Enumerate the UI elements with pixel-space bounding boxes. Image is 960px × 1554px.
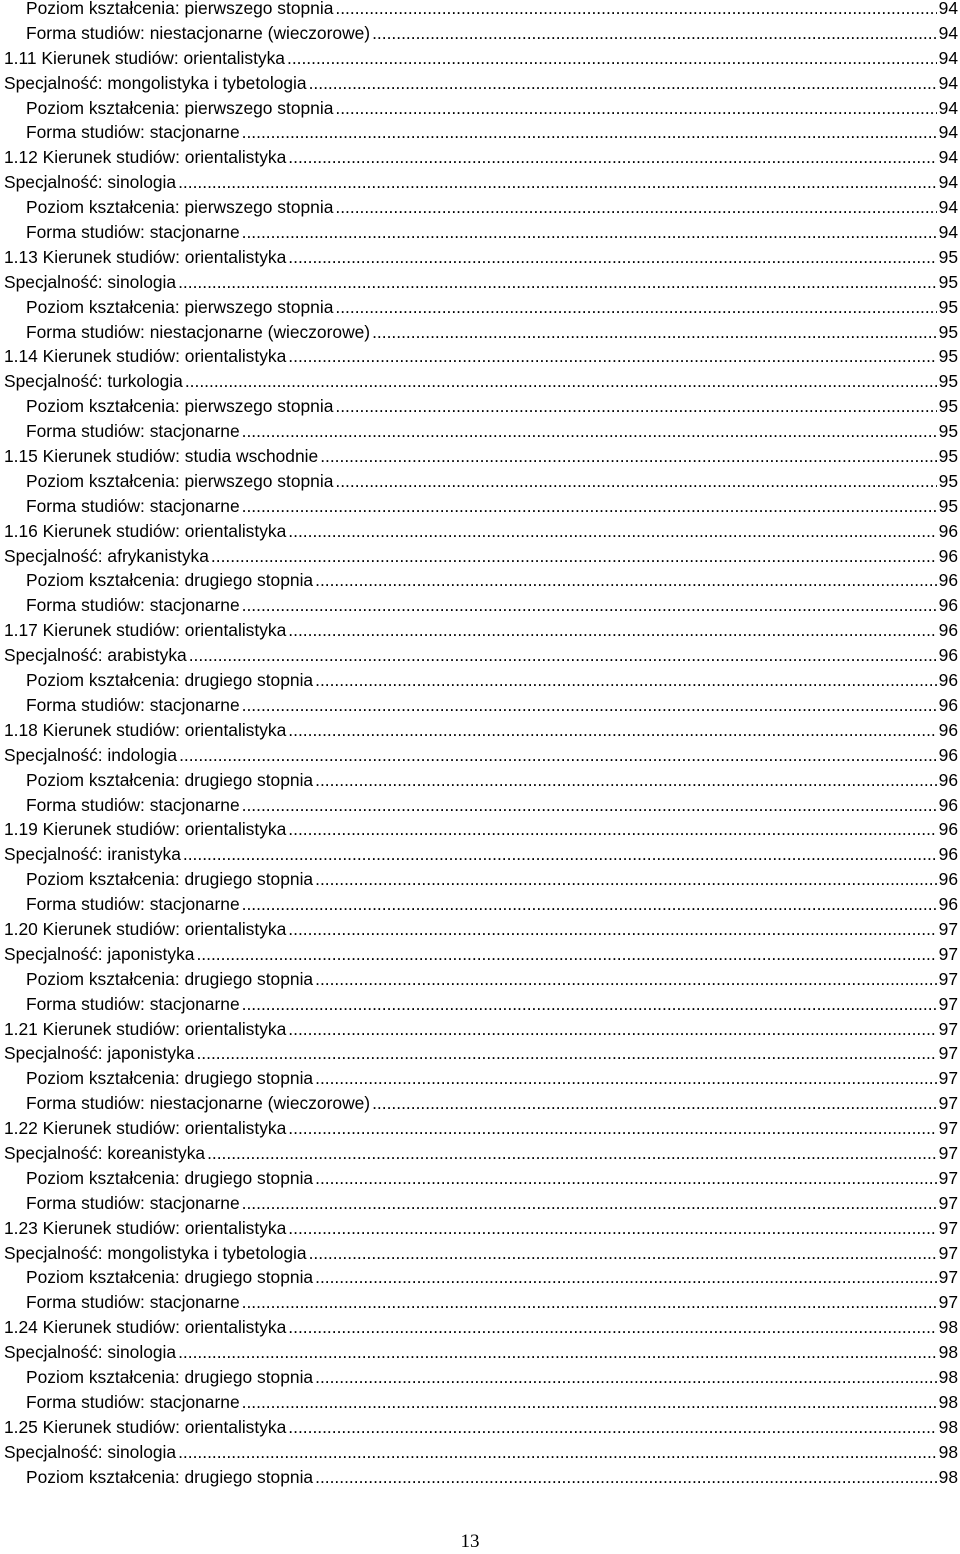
toc-dot-leader xyxy=(335,0,936,21)
toc-entry-page: 97 xyxy=(938,1093,958,1114)
toc-dot-leader xyxy=(315,967,937,992)
toc-entry-page: 97 xyxy=(938,1018,958,1039)
toc-entry[interactable] xyxy=(4,1166,958,1191)
toc-entry-page: 96 xyxy=(938,620,958,641)
toc-entry-label: Forma studiów: niestacjonarne (wieczorowe) xyxy=(26,1093,371,1114)
toc-entry[interactable] xyxy=(4,145,958,170)
toc-dot-leader xyxy=(315,1066,937,1091)
toc-entry-label: Specjalność: mongolistyka i tybetologia xyxy=(4,1242,307,1263)
toc-entry-page: 94 xyxy=(938,172,958,193)
toc-entry-page: 94 xyxy=(938,147,958,168)
toc-dot-leader xyxy=(288,917,936,942)
toc-entry-label: Poziom kształcenia: drugiego stopnia xyxy=(26,570,314,591)
toc-entry-page: 95 xyxy=(938,396,958,417)
toc-entry-page: 96 xyxy=(938,819,958,840)
toc-entry-page: 95 xyxy=(938,246,958,267)
toc-entry[interactable] xyxy=(4,1290,958,1315)
toc-dot-leader xyxy=(335,394,936,419)
toc-entry[interactable] xyxy=(4,1241,958,1266)
toc-dot-leader xyxy=(288,1315,936,1340)
toc-dot-leader xyxy=(315,568,937,593)
toc-dot-leader xyxy=(242,1290,937,1315)
toc-dot-leader xyxy=(242,120,937,145)
toc-entry-label: Forma studiów: stacjonarne xyxy=(26,421,240,442)
toc-entry-label: Specjalność: indologia xyxy=(4,744,178,765)
toc-entry-page: 98 xyxy=(938,1441,958,1462)
toc-entry-page: 95 xyxy=(938,495,958,516)
toc-entry-label: Specjalność: japonistyka xyxy=(4,943,195,964)
toc-dot-leader xyxy=(242,593,937,618)
toc-entry[interactable] xyxy=(4,942,958,967)
toc-entry-label: Specjalność: japonistyka xyxy=(4,1043,195,1064)
toc-entry[interactable] xyxy=(4,120,958,145)
toc-entry-label: Specjalność: afrykanistyka xyxy=(4,545,209,566)
toc-entry-label: Poziom kształcenia: drugiego stopnia xyxy=(26,1366,314,1387)
toc-entry[interactable] xyxy=(4,718,958,743)
toc-entry[interactable] xyxy=(4,992,958,1017)
toc-entry[interactable] xyxy=(4,519,958,544)
toc-entry-label: Forma studiów: stacjonarne xyxy=(26,1391,240,1412)
toc-entry-page: 95 xyxy=(938,446,958,467)
toc-entry-label: 1.21 Kierunek studiów: orientalistyka xyxy=(4,1018,287,1039)
toc-dot-leader xyxy=(315,867,937,892)
toc-entry-label: Specjalność: koreanistyka xyxy=(4,1142,206,1163)
toc-dot-leader xyxy=(242,419,937,444)
toc-entry-page: 97 xyxy=(938,1192,958,1213)
toc-entry-label: Poziom kształcenia: pierwszego stopnia xyxy=(26,396,334,417)
toc-entry-page: 95 xyxy=(938,321,958,342)
toc-entry-page: 96 xyxy=(938,894,958,915)
toc-dot-leader xyxy=(335,195,936,220)
toc-entry-page: 96 xyxy=(938,844,958,865)
toc-entry[interactable] xyxy=(4,170,958,195)
toc-dot-leader xyxy=(242,1390,937,1415)
toc-dot-leader xyxy=(189,643,937,668)
toc-entry[interactable] xyxy=(4,1116,958,1141)
toc-entry-label: 1.13 Kierunek studiów: orientalistyka xyxy=(4,246,287,267)
toc-entry-page: 94 xyxy=(938,0,958,18)
toc-entry[interactable] xyxy=(4,0,958,21)
toc-entry-page: 97 xyxy=(938,1292,958,1313)
toc-entry-label: Poziom kształcenia: drugiego stopnia xyxy=(26,968,314,989)
toc-entry[interactable] xyxy=(4,1440,958,1465)
toc-entry-label: 1.15 Kierunek studiów: studia wschodnie xyxy=(4,446,319,467)
toc-entry[interactable] xyxy=(4,1041,958,1066)
toc-entry-page: 97 xyxy=(938,1167,958,1188)
toc-entry-page: 97 xyxy=(938,1068,958,1089)
toc-dot-leader xyxy=(372,320,937,345)
toc-entry-page: 94 xyxy=(938,222,958,243)
toc-entry-page: 97 xyxy=(938,918,958,939)
toc-entry-page: 97 xyxy=(938,968,958,989)
toc-entry-page: 98 xyxy=(938,1342,958,1363)
toc-entry-label: Poziom kształcenia: pierwszego stopnia xyxy=(26,296,334,317)
toc-dot-leader xyxy=(315,1365,937,1390)
toc-entry-page: 97 xyxy=(938,1043,958,1064)
toc-entry[interactable] xyxy=(4,96,958,121)
toc-dot-leader xyxy=(242,892,937,917)
toc-entry-label: Forma studiów: stacjonarne xyxy=(26,122,240,143)
toc-entry-page: 96 xyxy=(938,520,958,541)
toc-entry[interactable] xyxy=(4,1365,958,1390)
page-number: 13 xyxy=(460,1531,480,1552)
toc-dot-leader xyxy=(242,494,937,519)
toc-entry-label: Specjalność: sinologia xyxy=(4,1342,177,1363)
toc-entry-label: Forma studiów: stacjonarne xyxy=(26,1192,240,1213)
toc-entry-label: 1.19 Kierunek studiów: orientalistyka xyxy=(4,819,287,840)
toc-entry-label: Poziom kształcenia: drugiego stopnia xyxy=(26,1068,314,1089)
toc-entry[interactable] xyxy=(4,668,958,693)
toc-dot-leader xyxy=(196,942,936,967)
toc-dot-leader xyxy=(179,743,937,768)
toc-dot-leader xyxy=(178,170,937,195)
toc-entry-page: 98 xyxy=(938,1391,958,1412)
toc-dot-leader xyxy=(242,220,937,245)
toc-entry-page: 97 xyxy=(938,1142,958,1163)
toc-entry[interactable] xyxy=(4,618,958,643)
toc-dot-leader xyxy=(178,270,937,295)
toc-entry[interactable] xyxy=(4,270,958,295)
toc-entry[interactable] xyxy=(4,1465,958,1490)
toc-dot-leader xyxy=(309,71,937,96)
toc-entry-page: 97 xyxy=(938,1118,958,1139)
toc-entry-page: 94 xyxy=(938,22,958,43)
toc-entry[interactable] xyxy=(4,320,958,345)
toc-entry-page: 96 xyxy=(938,645,958,666)
toc-entry-label: Forma studiów: stacjonarne xyxy=(26,694,240,715)
toc-entry-label: 1.20 Kierunek studiów: orientalistyka xyxy=(4,918,287,939)
toc-entry[interactable] xyxy=(4,1265,958,1290)
toc-entry-label: Poziom kształcenia: drugiego stopnia xyxy=(26,869,314,890)
toc-entry-label: Forma studiów: stacjonarne xyxy=(26,794,240,815)
toc-entry-page: 98 xyxy=(938,1416,958,1437)
toc-dot-leader xyxy=(315,668,937,693)
toc-entry-label: Specjalność: arabistyka xyxy=(4,645,187,666)
toc-dot-leader xyxy=(288,1216,936,1241)
toc-entry-label: Forma studiów: stacjonarne xyxy=(26,495,240,516)
toc-entry-page: 97 xyxy=(938,943,958,964)
toc-entry[interactable] xyxy=(4,743,958,768)
toc-entry-label: Poziom kształcenia: pierwszego stopnia xyxy=(26,470,334,491)
toc-dot-leader xyxy=(315,1265,937,1290)
toc-dot-leader xyxy=(315,768,937,793)
toc-dot-leader xyxy=(178,1340,937,1365)
toc-entry[interactable] xyxy=(4,71,958,96)
toc-dot-leader xyxy=(211,544,937,569)
toc-entry-page: 96 xyxy=(938,769,958,790)
toc-entry-page: 94 xyxy=(938,197,958,218)
toc-entry-page: 97 xyxy=(938,993,958,1014)
toc-entry-label: 1.25 Kierunek studiów: orientalistyka xyxy=(4,1416,287,1437)
toc-entry-label: 1.16 Kierunek studiów: orientalistyka xyxy=(4,520,287,541)
toc-entry[interactable] xyxy=(4,245,958,270)
toc-dot-leader xyxy=(207,1141,937,1166)
toc-entry-label: Forma studiów: niestacjonarne (wieczorowe) xyxy=(26,22,371,43)
toc-entry-label: Poziom kształcenia: drugiego stopnia xyxy=(26,670,314,691)
toc-entry-label: Poziom kształcenia: drugiego stopnia xyxy=(26,1267,314,1288)
toc-dot-leader xyxy=(320,444,936,469)
toc-entry-label: Poziom kształcenia: drugiego stopnia xyxy=(26,1167,314,1188)
toc-entry-page: 97 xyxy=(938,1242,958,1263)
toc-entry[interactable] xyxy=(4,768,958,793)
toc-entry[interactable] xyxy=(4,1141,958,1166)
toc-entry-label: Poziom kształcenia: drugiego stopnia xyxy=(26,769,314,790)
toc-entry-label: 1.14 Kierunek studiów: orientalistyka xyxy=(4,346,287,367)
toc-entry[interactable] xyxy=(4,1415,958,1440)
toc-entry-page: 98 xyxy=(938,1366,958,1387)
toc-entry[interactable] xyxy=(4,643,958,668)
toc-entry[interactable] xyxy=(4,344,958,369)
toc-entry[interactable] xyxy=(4,369,958,394)
toc-entry-label: Specjalność: sinologia xyxy=(4,1441,177,1462)
toc-entry-page: 96 xyxy=(938,570,958,591)
toc-entry-page: 96 xyxy=(938,545,958,566)
toc-entry-page: 95 xyxy=(938,421,958,442)
toc-entry[interactable] xyxy=(4,394,958,419)
toc-entry-label: 1.17 Kierunek studiów: orientalistyka xyxy=(4,620,287,641)
toc-entry-label: 1.23 Kierunek studiów: orientalistyka xyxy=(4,1217,287,1238)
toc-dot-leader xyxy=(315,1465,937,1490)
toc-entry[interactable] xyxy=(4,46,958,71)
toc-entry-page: 97 xyxy=(938,1267,958,1288)
toc-dot-leader xyxy=(185,369,937,394)
toc-dot-leader xyxy=(372,1091,937,1116)
toc-entry-page: 94 xyxy=(938,97,958,118)
toc-entry[interactable] xyxy=(4,295,958,320)
toc-entry[interactable] xyxy=(4,793,958,818)
toc-entry[interactable] xyxy=(4,568,958,593)
toc-dot-leader xyxy=(288,519,936,544)
toc-entry[interactable] xyxy=(4,1340,958,1365)
toc-dot-leader xyxy=(288,817,936,842)
toc-entry-label: Forma studiów: stacjonarne xyxy=(26,894,240,915)
toc-entry-page: 96 xyxy=(938,794,958,815)
toc-dot-leader xyxy=(242,693,937,718)
toc-entry[interactable] xyxy=(4,917,958,942)
toc-entry-label: 1.11 Kierunek studiów: orientalistyka xyxy=(4,47,285,68)
toc-entry-label: Poziom kształcenia: pierwszego stopnia xyxy=(26,197,334,218)
toc-entry[interactable] xyxy=(4,195,958,220)
toc-entry-label: Poziom kształcenia: drugiego stopnia xyxy=(26,1466,314,1487)
toc-entry-label: Poziom kształcenia: pierwszego stopnia xyxy=(26,97,334,118)
toc-dot-leader xyxy=(183,842,937,867)
toc-entry[interactable] xyxy=(4,817,958,842)
toc-entry[interactable] xyxy=(4,1091,958,1116)
toc-entry-label: Specjalność: turkologia xyxy=(4,371,183,392)
toc-entry-label: Forma studiów: stacjonarne xyxy=(26,993,240,1014)
toc-entry-page: 98 xyxy=(938,1317,958,1338)
toc-dot-leader xyxy=(288,1017,936,1042)
toc-entry-page: 94 xyxy=(938,122,958,143)
toc-dot-leader xyxy=(309,1241,937,1266)
toc-entry[interactable] xyxy=(4,544,958,569)
toc-dot-leader xyxy=(288,1415,936,1440)
toc-dot-leader xyxy=(242,793,937,818)
toc-dot-leader xyxy=(288,718,936,743)
toc-entry[interactable] xyxy=(4,1315,958,1340)
toc-entry[interactable] xyxy=(4,469,958,494)
toc-entry-page: 95 xyxy=(938,271,958,292)
toc-entry-label: Specjalność: sinologia xyxy=(4,172,177,193)
toc-entry-label: 1.22 Kierunek studiów: orientalistyka xyxy=(4,1118,287,1139)
toc-entry-page: 96 xyxy=(938,694,958,715)
toc-entry[interactable] xyxy=(4,892,958,917)
toc-entry[interactable] xyxy=(4,1017,958,1042)
toc-entry[interactable] xyxy=(4,693,958,718)
toc-entry[interactable] xyxy=(4,419,958,444)
toc-entry-label: Forma studiów: niestacjonarne (wieczorowe) xyxy=(26,321,371,342)
toc-entry-page: 95 xyxy=(938,346,958,367)
table-of-contents xyxy=(4,0,958,1489)
toc-dot-leader xyxy=(335,295,936,320)
toc-dot-leader xyxy=(242,1191,937,1216)
toc-entry-page: 96 xyxy=(938,719,958,740)
toc-entry-label: 1.18 Kierunek studiów: orientalistyka xyxy=(4,719,287,740)
toc-entry[interactable] xyxy=(4,842,958,867)
toc-entry[interactable] xyxy=(4,444,958,469)
toc-entry-page: 96 xyxy=(938,744,958,765)
toc-entry-page: 96 xyxy=(938,869,958,890)
toc-entry-page: 94 xyxy=(938,72,958,93)
toc-dot-leader xyxy=(288,344,936,369)
toc-entry-label: Specjalność: mongolistyka i tybetologia xyxy=(4,72,307,93)
toc-entry-page: 98 xyxy=(938,1466,958,1487)
toc-dot-leader xyxy=(242,992,937,1017)
toc-entry-label: Forma studiów: stacjonarne xyxy=(26,222,240,243)
toc-dot-leader xyxy=(335,96,936,121)
toc-entry-page: 95 xyxy=(938,371,958,392)
toc-dot-leader xyxy=(315,1166,937,1191)
toc-entry-label: Poziom kształcenia: pierwszego stopnia xyxy=(26,0,334,18)
toc-entry[interactable] xyxy=(4,1216,958,1241)
toc-entry[interactable] xyxy=(4,1390,958,1415)
toc-dot-leader xyxy=(288,1116,936,1141)
toc-entry[interactable] xyxy=(4,593,958,618)
toc-entry-page: 94 xyxy=(938,47,958,68)
toc-dot-leader xyxy=(372,21,937,46)
toc-dot-leader xyxy=(287,46,937,71)
toc-entry[interactable] xyxy=(4,1066,958,1091)
toc-dot-leader xyxy=(196,1041,936,1066)
toc-dot-leader xyxy=(288,618,936,643)
toc-entry-label: 1.24 Kierunek studiów: orientalistyka xyxy=(4,1317,287,1338)
toc-entry-page: 96 xyxy=(938,670,958,691)
toc-entry-page: 95 xyxy=(938,296,958,317)
toc-entry-page: 96 xyxy=(938,595,958,616)
toc-dot-leader xyxy=(288,245,936,270)
toc-entry[interactable] xyxy=(4,1191,958,1216)
toc-entry-page: 97 xyxy=(938,1217,958,1238)
toc-entry-label: 1.12 Kierunek studiów: orientalistyka xyxy=(4,147,287,168)
toc-dot-leader xyxy=(335,469,936,494)
toc-entry-label: Specjalność: iranistyka xyxy=(4,844,181,865)
toc-entry[interactable] xyxy=(4,867,958,892)
toc-entry[interactable] xyxy=(4,494,958,519)
toc-entry[interactable] xyxy=(4,220,958,245)
toc-entry[interactable] xyxy=(4,21,958,46)
toc-entry-label: Specjalność: sinologia xyxy=(4,271,177,292)
toc-entry-label: Forma studiów: stacjonarne xyxy=(26,1292,240,1313)
toc-entry-page: 95 xyxy=(938,470,958,491)
toc-dot-leader xyxy=(178,1440,937,1465)
toc-entry[interactable] xyxy=(4,967,958,992)
toc-entry-label: Forma studiów: stacjonarne xyxy=(26,595,240,616)
toc-dot-leader xyxy=(288,145,936,170)
